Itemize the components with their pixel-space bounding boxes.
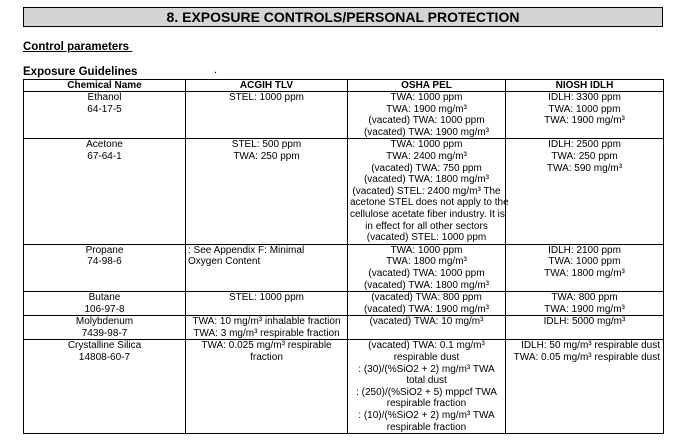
- cell-line: cellulose acetate fiber industry. It is: [350, 208, 505, 220]
- table-row: [24, 340, 664, 434]
- cell-line: IDLH: 2500 ppm: [548, 139, 621, 151]
- osha-pel-cell: [348, 316, 506, 340]
- cell-line: STEL: 1000 ppm: [228, 92, 305, 103]
- header-chemical-name: Chemical Name: [24, 80, 186, 92]
- cell-line: IDLH: 3300 ppm: [548, 92, 621, 103]
- cell-line: 64-17-5: [87, 103, 122, 115]
- osha-pel-cell: [348, 139, 509, 244]
- cell-line: TWA: 2400 mg/m³: [386, 150, 467, 162]
- niosh-idlh-cell: [506, 139, 664, 244]
- cell-line: : (30)/(%SiO2 + 2) mg/m³ TWA: [358, 363, 495, 375]
- cell-line: respirable fraction: [386, 421, 467, 433]
- cell-line: TWA: 1000 ppm: [548, 103, 621, 115]
- chemical-name-cell: [24, 292, 186, 316]
- cell-line: 14808-60-7: [78, 352, 131, 364]
- cell-line: (vacated) TWA: 1800 mg/m³: [363, 279, 490, 291]
- stray-mark: .: [214, 64, 218, 76]
- cell-line: TWA: 800 ppm: [551, 292, 618, 304]
- cell-line: TWA: 1900 mg/m³: [544, 303, 625, 315]
- osha-pel-cell: [348, 292, 506, 316]
- chemical-name-cell: [24, 340, 186, 434]
- cell-line: IDLH: 2100 ppm: [548, 244, 621, 256]
- cell-line: TWA: 0.025 mg/m³ respirable: [201, 340, 332, 352]
- cell-line: 7439-98-7: [81, 327, 128, 339]
- cell-line: (vacated) STEL: 2400 mg/m³ The: [352, 185, 501, 197]
- cell-line: (vacated) TWA: 1000 ppm: [368, 115, 485, 127]
- cell-line: 106-97-8: [84, 303, 125, 315]
- table-header-row: [24, 80, 664, 92]
- cell-line: TWA: 590 mg/m³: [546, 162, 623, 174]
- cell-line: TWA: 1000 ppm: [548, 256, 621, 268]
- cell-line: Propane: [85, 244, 124, 256]
- acgih-tlv-cell: [186, 139, 348, 244]
- cell-line: Butane: [88, 292, 121, 304]
- exposure-guidelines-heading: Exposure Guidelines: [23, 66, 138, 78]
- table-row: [24, 139, 664, 244]
- cell-line: TWA: 1000 ppm: [390, 244, 463, 256]
- cell-line: TWA: 1800 mg/m³: [544, 267, 625, 279]
- cell-line: TWA: 1000 ppm: [390, 139, 463, 151]
- cell-line: : See Appendix F: Minimal: [188, 244, 305, 256]
- cell-line: IDLH: 5000 mg/m³: [543, 316, 626, 328]
- table-row: [24, 244, 664, 291]
- cell-line: Crystalline Silica: [67, 340, 142, 352]
- exposure-guidelines-table: [23, 79, 664, 434]
- osha-pel-cell: [348, 244, 506, 291]
- acgih-tlv-cell: [186, 316, 348, 340]
- cell-line: Molybdenum: [75, 316, 134, 328]
- chemical-name-cell: [24, 92, 186, 139]
- cell-line: STEL: 1000 ppm: [228, 292, 305, 304]
- table-row: [24, 292, 664, 316]
- section-title: 8. EXPOSURE CONTROLS/PERSONAL PROTECTION: [23, 7, 663, 27]
- cell-line: (vacated) TWA: 1800 mg/m³: [363, 174, 490, 186]
- cell-line: TWA: 250 ppm: [233, 150, 300, 162]
- cell-line: TWA: 1900 mg/m³: [386, 103, 467, 115]
- chemical-name-cell: [24, 316, 186, 340]
- cell-line: TWA: 250 ppm: [551, 150, 618, 162]
- cell-line: (vacated) TWA: 0.1 mg/m³: [368, 340, 485, 352]
- cell-line: (vacated) TWA: 1900 mg/m³: [363, 303, 490, 315]
- chemical-name-cell: [24, 139, 186, 244]
- cell-line: : (10)/(%SiO2 + 2) mg/m³ TWA: [358, 410, 495, 422]
- niosh-idlh-cell: [506, 340, 664, 434]
- cell-line: Ethanol: [87, 92, 122, 103]
- cell-line: 67-64-1: [87, 150, 122, 162]
- cell-line: TWA: 1900 mg/m³: [544, 115, 625, 127]
- table-row: [24, 92, 664, 139]
- niosh-idlh-cell: [506, 92, 664, 139]
- cell-line: : (250)/(%SiO2 + 5) mppcf TWA: [356, 386, 497, 398]
- cell-line: Oxygen Content: [188, 256, 261, 268]
- cell-line: respirable dust: [393, 352, 460, 364]
- cell-line: in effect for all other sectors: [365, 220, 488, 232]
- acgih-tlv-cell: [186, 340, 348, 434]
- cell-line: (vacated) TWA: 1900 mg/m³: [363, 126, 490, 138]
- cell-line: acetone STEL does not apply to the: [350, 197, 509, 209]
- cell-line: (vacated) STEL: 1000 ppm: [366, 232, 487, 244]
- cell-line: TWA: 0.05 mg/m³ respirable dust: [513, 352, 660, 364]
- cell-line: (vacated) TWA: 800 ppm: [371, 292, 482, 304]
- header-acgih-tlv: ACGIH TLV: [186, 80, 348, 92]
- cell-line: (vacated) TWA: 750 ppm: [371, 162, 482, 174]
- osha-pel-cell: [348, 340, 506, 434]
- header-osha-pel: OSHA PEL: [348, 80, 506, 92]
- cell-line: TWA: 1000 ppm: [390, 92, 463, 103]
- cell-line: Acetone: [86, 139, 123, 151]
- chemical-name-cell: [24, 244, 186, 291]
- cell-line: TWA: 10 mg/m³ inhalable fraction: [192, 316, 341, 328]
- acgih-tlv-cell: [186, 292, 348, 316]
- cell-line: STEL: 500 ppm: [231, 139, 302, 151]
- acgih-tlv-cell: [186, 92, 348, 139]
- cell-line: IDLH: 50 mg/m³ respirable dust: [521, 340, 660, 352]
- control-parameters-heading: Control parameters: [23, 41, 133, 53]
- cell-line: respirable fraction: [386, 398, 467, 410]
- cell-line: (vacated) TWA: 10 mg/m³: [369, 316, 484, 328]
- cell-line: TWA: 3 mg/m³ respirable fraction: [193, 327, 340, 339]
- niosh-idlh-cell: [506, 292, 664, 316]
- header-niosh-idlh: NIOSH IDLH: [506, 80, 664, 92]
- table-row: [24, 316, 664, 340]
- acgih-tlv-cell: [186, 244, 348, 291]
- osha-pel-cell: [348, 92, 506, 139]
- cell-line: TWA: 1800 mg/m³: [386, 256, 467, 268]
- cell-line: (vacated) TWA: 1000 ppm: [368, 267, 485, 279]
- niosh-idlh-cell: [506, 316, 664, 340]
- cell-line: 74-98-6: [87, 256, 122, 268]
- cell-line: fraction: [250, 352, 283, 364]
- niosh-idlh-cell: [506, 244, 664, 291]
- cell-line: total dust: [406, 375, 447, 387]
